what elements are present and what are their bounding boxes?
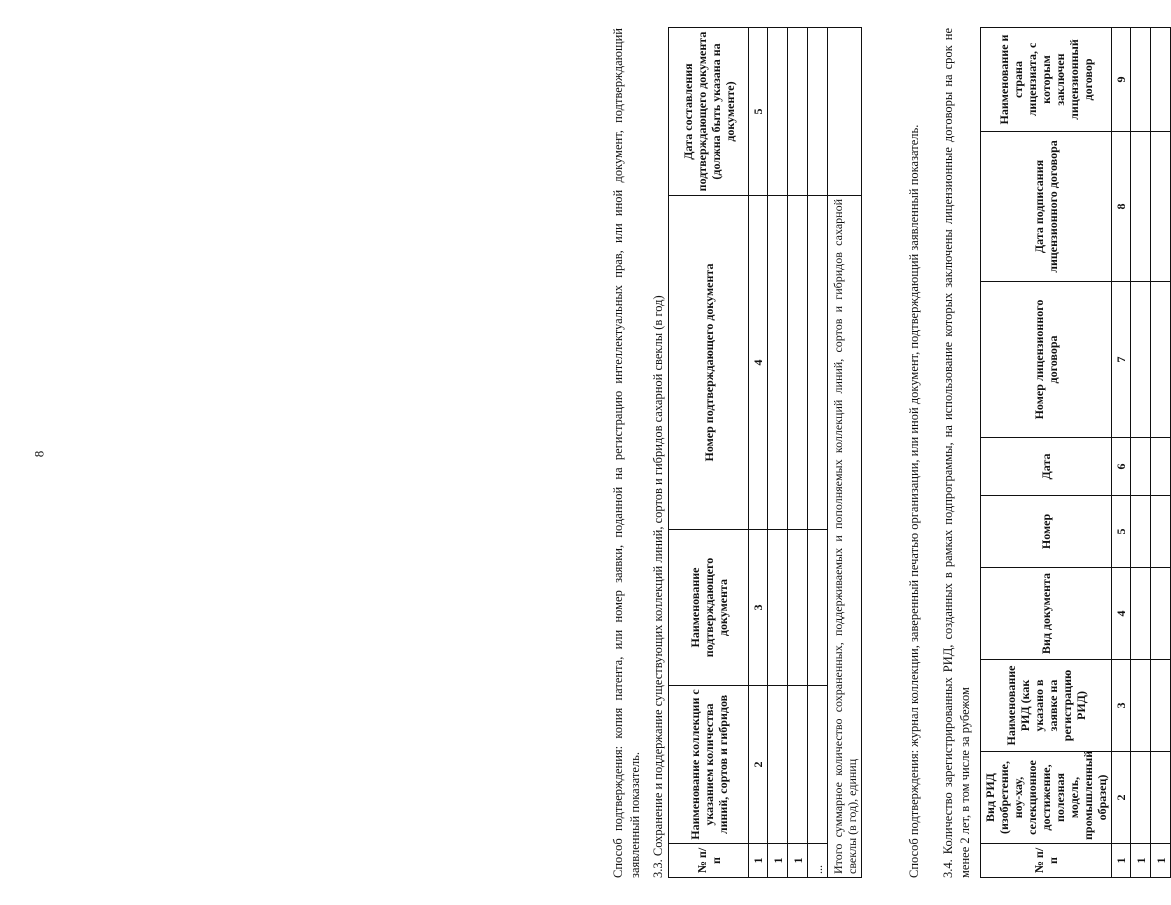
table-row: [808, 28, 828, 878]
t33-h-docname: Наименование подтверждающего документа: [669, 530, 749, 686]
table-34: [980, 27, 1171, 878]
t33-r1-num: 1: [768, 844, 788, 878]
confirm-patent-text: Способ подтверждения: копия патента, или номер заявки, поданной на регистрацию интеллектуальных прав, или иной документ, подтверждающий заявленный показатель.: [611, 28, 642, 878]
table-33-header-row: [669, 28, 749, 878]
table-34-header-row: [981, 28, 1112, 878]
t34-n3: 3: [1112, 660, 1131, 752]
rotated-content: [610, 28, 1170, 878]
section-34-title: 3.4. Количество зарегистрированных РИД, созданных в рамках подпрограммы, на использование которых заключены лицензионные договоры на срок не менее 2 лет, в том числе за рубежом: [941, 28, 972, 878]
t33-n3: 3: [749, 530, 768, 686]
page-number: 8: [31, 450, 47, 458]
t34-h-license-date: Дата подписания лицензионного договора: [981, 132, 1112, 282]
table-row: [768, 28, 788, 878]
t34-h-name: Наименование РИД (как указано в заявке на регистрацию РИД): [981, 660, 1112, 752]
t33-n1: 1: [749, 844, 768, 878]
t34-h-licensee: Наименование и страна лицензиата, с которым заключен лицензионный договор: [981, 28, 1112, 132]
t34-h-doctype: Вид документа: [981, 568, 1112, 660]
t33-h-num: № п/п: [669, 844, 749, 878]
t34-n2: 2: [1112, 752, 1131, 844]
t33-n4: 4: [749, 196, 768, 530]
t34-h-num: № п/п: [981, 844, 1112, 878]
t34-h-date: Дата: [981, 438, 1112, 496]
t34-n9: 9: [1112, 28, 1131, 132]
t34-r2-num: 1: [1151, 844, 1171, 878]
t34-n6: 6: [1112, 438, 1131, 496]
t33-r2-num: 1: [788, 844, 808, 878]
t33-total-label: Итого суммарное количество сохраненных, поддерживаемых и пополняемых коллекций линий, сортов и гибридов сахарной свеклы (в год), единиц: [828, 196, 862, 878]
t33-n5: 5: [749, 28, 768, 196]
t33-h-docdate: Дата составления подтверждающего документа (должна быть указана на документе): [669, 28, 749, 196]
t34-r1-num: 1: [1131, 844, 1151, 878]
t34-n5: 5: [1112, 496, 1131, 568]
section-33-confirm: Способ подтверждения: журнал коллекции, заверенный печатью организации, или иной документ, подтверждающий заявленный показатель.: [907, 124, 921, 878]
table-33-number-row: [749, 28, 768, 878]
t34-n4: 4: [1112, 568, 1131, 660]
t34-h-number: Номер: [981, 496, 1112, 568]
t34-n1: 1: [1112, 844, 1131, 878]
table-33-total-row: [828, 28, 862, 878]
t33-r3-num: ...: [808, 844, 828, 878]
t34-n7: 7: [1112, 282, 1131, 438]
t33-h-docnum: Номер подтверждающего документа: [669, 196, 749, 530]
t34-h-license-num: Номер лицензионного договора: [981, 282, 1112, 438]
t33-h-collection: Наименование коллекции с указанием количества линий, сортов и гибридов: [669, 686, 749, 844]
t34-n8: 8: [1112, 132, 1131, 282]
table-row: [1151, 28, 1171, 878]
t33-n2: 2: [749, 686, 768, 844]
table-34-number-row: [1112, 28, 1131, 878]
table-row: [1131, 28, 1151, 878]
table-33: [668, 27, 862, 878]
t34-h-type: Вид РИД (изобретение, ноу-хау, селекционное достижение, полезная модель, промышленный образец): [981, 752, 1112, 844]
section-33-title: 3.3. Сохранение и поддержание существующих коллекций линий, сортов и гибридов сахарной свеклы (в год): [651, 295, 665, 878]
table-row: [788, 28, 808, 878]
